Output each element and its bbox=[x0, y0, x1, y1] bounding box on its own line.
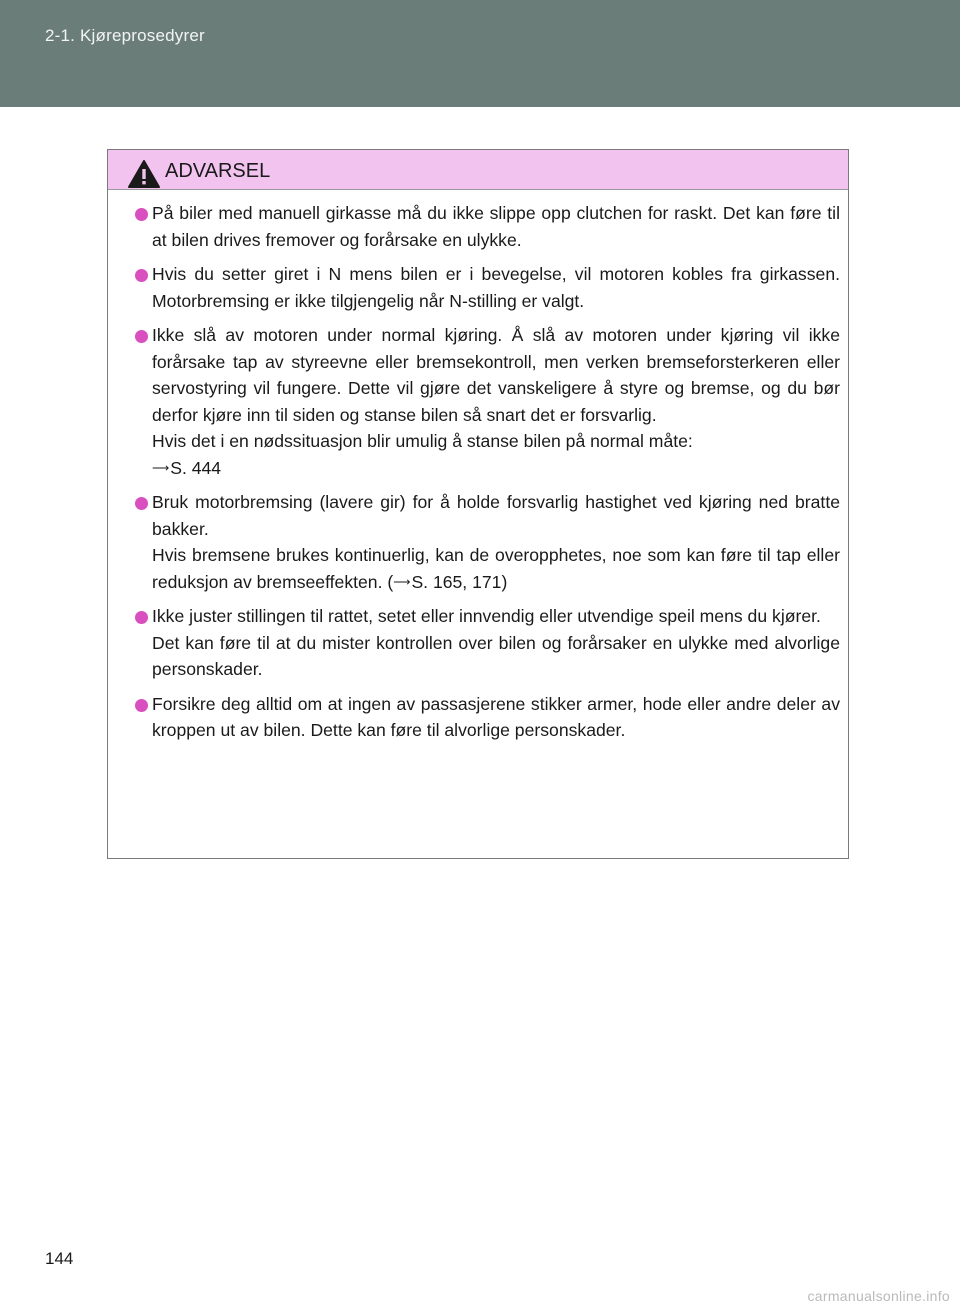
bullet-dot-icon bbox=[135, 497, 148, 510]
page-number: 144 bbox=[45, 1249, 74, 1268]
bullet-dot-icon bbox=[135, 611, 148, 624]
reference-open-paren: ( bbox=[382, 571, 394, 592]
warning-item-text: Bruk motorbremsing (lavere gir) for å holde forsvarlig hastighet ved kjøring ned bratte bakker. bbox=[152, 492, 840, 539]
warning-item-text: Ikke slå av motoren under normal kjøring. Å slå av motoren under kjøring vil ikke forårsake tap av styreevne eller bremsekontroll, men verken bremseforsterkeren eller servostyring vil fungere. Dette vil gjøre det vanskeligere å styre og bremse, og du bør derfor kjøre inn til siden og stanse bilen så snart det er forsvarlig. bbox=[152, 325, 840, 425]
note-text: Hvis det i en nødssituasjon blir umulig å stanse bilen på normal måte: bbox=[152, 431, 693, 451]
warning-item bbox=[135, 322, 840, 481]
warning-item bbox=[135, 200, 840, 253]
warning-item bbox=[135, 691, 840, 744]
watermark: carmanualsonline.info bbox=[807, 1288, 950, 1304]
header-band bbox=[0, 0, 960, 107]
section-title: 2-1. Kjøreprosedyrer bbox=[45, 26, 205, 45]
warning-item-note bbox=[152, 542, 840, 595]
page-reference[interactable] bbox=[152, 458, 221, 478]
arrow-right-icon: ⟶ bbox=[393, 574, 411, 589]
warning-item-note bbox=[152, 428, 840, 481]
warning-header bbox=[108, 150, 848, 190]
bullet-dot-icon bbox=[135, 208, 148, 221]
note-text: Hvis bremsene brukes kontinuerlig, kan de overopphetes, noe som kan føre til tap eller reduksjon av bremseeffekten. bbox=[152, 545, 840, 592]
reference-close-paren: ) bbox=[501, 571, 508, 592]
bullet-dot-icon bbox=[135, 330, 148, 343]
warning-item bbox=[135, 489, 840, 595]
warning-item-text: På biler med manuell girkasse må du ikke slippe opp clutchen for raskt. Det kan føre til at bilen drives fremover og forårsake en ulykke. bbox=[152, 203, 840, 250]
warning-item bbox=[135, 603, 840, 683]
warning-item-text: Hvis du setter giret i N mens bilen er i bevegelse, vil motoren kobles fra girkassen. Motorbremsing er ikke tilgjengelig når N-stilling er valgt. bbox=[152, 264, 840, 311]
warning-box bbox=[107, 149, 849, 859]
arrow-right-icon: ⟶ bbox=[152, 460, 170, 475]
bullet-dot-icon bbox=[135, 699, 148, 712]
reference-text: S. 444 bbox=[170, 457, 222, 478]
warning-triangle-icon bbox=[127, 159, 161, 189]
warning-list bbox=[108, 190, 848, 744]
warning-item-text: Forsikre deg alltid om at ingen av passasjerene stikker armer, hode eller andre deler av kroppen ut av bilen. Dette kan føre til alvorlige personskader. bbox=[152, 693, 840, 740]
page-reference[interactable] bbox=[393, 572, 501, 592]
warning-item bbox=[135, 261, 840, 314]
warning-title: ADVARSEL bbox=[165, 160, 271, 182]
bullet-dot-icon bbox=[135, 269, 148, 282]
warning-item-note: Det kan føre til at du mister kontrollen over bilen og forårsaker en ulykke med alvorlige personskader. bbox=[152, 632, 840, 679]
reference-text: S. 165, 171 bbox=[411, 571, 502, 592]
warning-item-text: Ikke juster stillingen til rattet, setet eller innvendig eller utvendige speil mens du kjører. bbox=[152, 606, 821, 626]
